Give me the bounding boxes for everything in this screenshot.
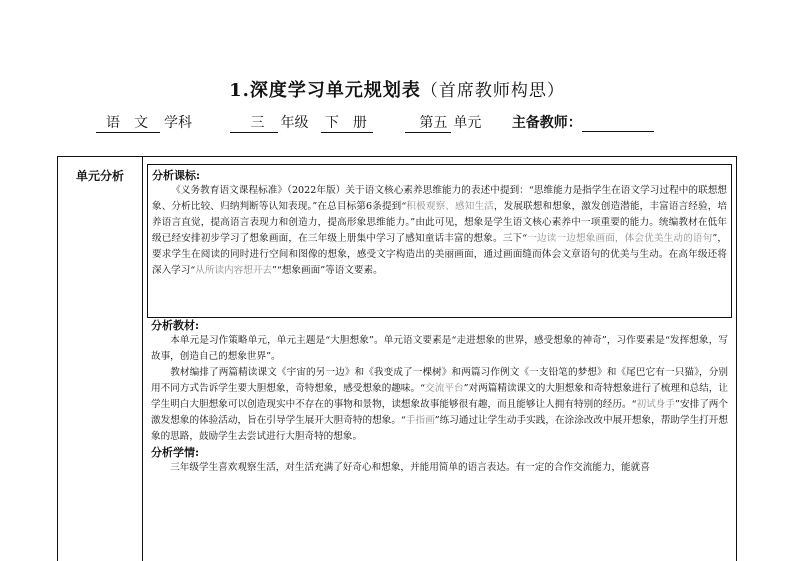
row-label-cell (58, 157, 143, 561)
material-highlight-1: 交流平台 (425, 383, 464, 394)
standard-text-2: ，发展联想和想象，激发创造潜能，丰富语言经验，培养语言直觉，提高语言表现力和创造力，提高形象思维能力。”由此可见，想象是学生语文核心素养中一项重要的能力。统编教材在低年级已经安排初步学习了想象画面，在三年级上册集中学习了感知童话丰富的想象。三下“ (152, 201, 728, 244)
material-text-4: ”练习通过让学生动手实践，在涂涂改改中展开想象，帮助学生打开想象的思路，鼓励学生去尝试进行大胆奇特的想象。 (151, 415, 728, 442)
material-heading: 分析教材: (151, 319, 200, 332)
standard-paragraph (152, 183, 727, 279)
title-sub: （首席教师构思） (420, 81, 565, 101)
material-highlight-3: 手指画 (405, 415, 435, 426)
standard-text-1: 《义务教育语文课程标准》（2022年版）关于语文核心素养思维能力的表述中提到：“思维能力是指学生在语文学习过程中的联想想象、分析比较、归纳判断等认知表现。”在总目标第6条提到“ (152, 185, 727, 212)
standard-heading: 分析课标: (152, 169, 201, 182)
grade-label: 年级 (280, 115, 309, 131)
material-highlight-2: 初试身手 (636, 399, 676, 410)
standard-highlight-1: 积极观察、感知生活 (406, 201, 494, 212)
subject-label: 学科 (164, 115, 192, 131)
standard-text-4: ”“想象画面”等语文要素。 (272, 265, 383, 276)
page-title (0, 76, 794, 102)
standard-highlight-2: 一边读一边想象画面，体会优美生动的语句 (527, 233, 713, 244)
material-text-3: ”安排了两个激发想象的体验活动，旨在引导学生展开大胆奇特的想象。“ (151, 399, 729, 426)
analysis-cell (143, 157, 736, 561)
material-text-1: 教材编排了两篇精读课文《宇宙的另一边》和《我变成了一棵树》和两篇习作例文《一支铅笔的梦想》和《尾巴它有一只猫》，分别用不同方式告诉学生要大胆想象，奇特想象，感受想象的趣味。“ (151, 367, 728, 394)
standard-box (147, 164, 732, 318)
title-main: 1.深度学习单元规划表 (229, 80, 421, 101)
standard-highlight-3: 从所读内容想开去 (195, 265, 273, 276)
material-section (147, 318, 732, 476)
material-paragraph-2 (151, 365, 728, 445)
material-paragraph-1: 本单元是习作策略单元，单元主题是“大胆想象”。单元语文要素是“走进想象的世界，感受想象的神奇”，习作要素是“发挥想象，写故事，创造自己的想象世界”。 (151, 335, 728, 362)
unit-label: 单元 (453, 115, 482, 131)
teacher-label: 主备教师： (511, 115, 582, 131)
students-paragraph: 三年级学生喜欢观察生活，对生活充满了好奇心和想象，并能用简单的语言表达。有一定的合作交流能力，能就喜 (170, 462, 650, 473)
standard-text-3: ”，要求学生在阅读的同时进行空间和图像的想象，感受文字构造出的美丽画面，通过画面缝而体会文章语句的优美与生动。在高年级还将深入学习“ (152, 233, 728, 276)
material-text-2: ”对两篇精读课文的大胆想象和奇特想象进行了梳理和总结，让学生明白大胆想象可以创造现实中不存在的事物和景物，读想象故事能够很有趣，而且能够让人拥有特别的经历。“ (151, 383, 729, 410)
grade-value: 三 (230, 112, 278, 133)
subject-value: 语 文 (96, 112, 160, 133)
term-value: 下 册 (321, 112, 373, 133)
students-heading: 分析学情: (151, 446, 200, 459)
teacher-value (582, 115, 654, 132)
meta-line (96, 112, 654, 133)
planning-table (57, 156, 737, 561)
unit-value: 第五 (405, 112, 451, 133)
row-label: 单元分析 (75, 169, 124, 183)
